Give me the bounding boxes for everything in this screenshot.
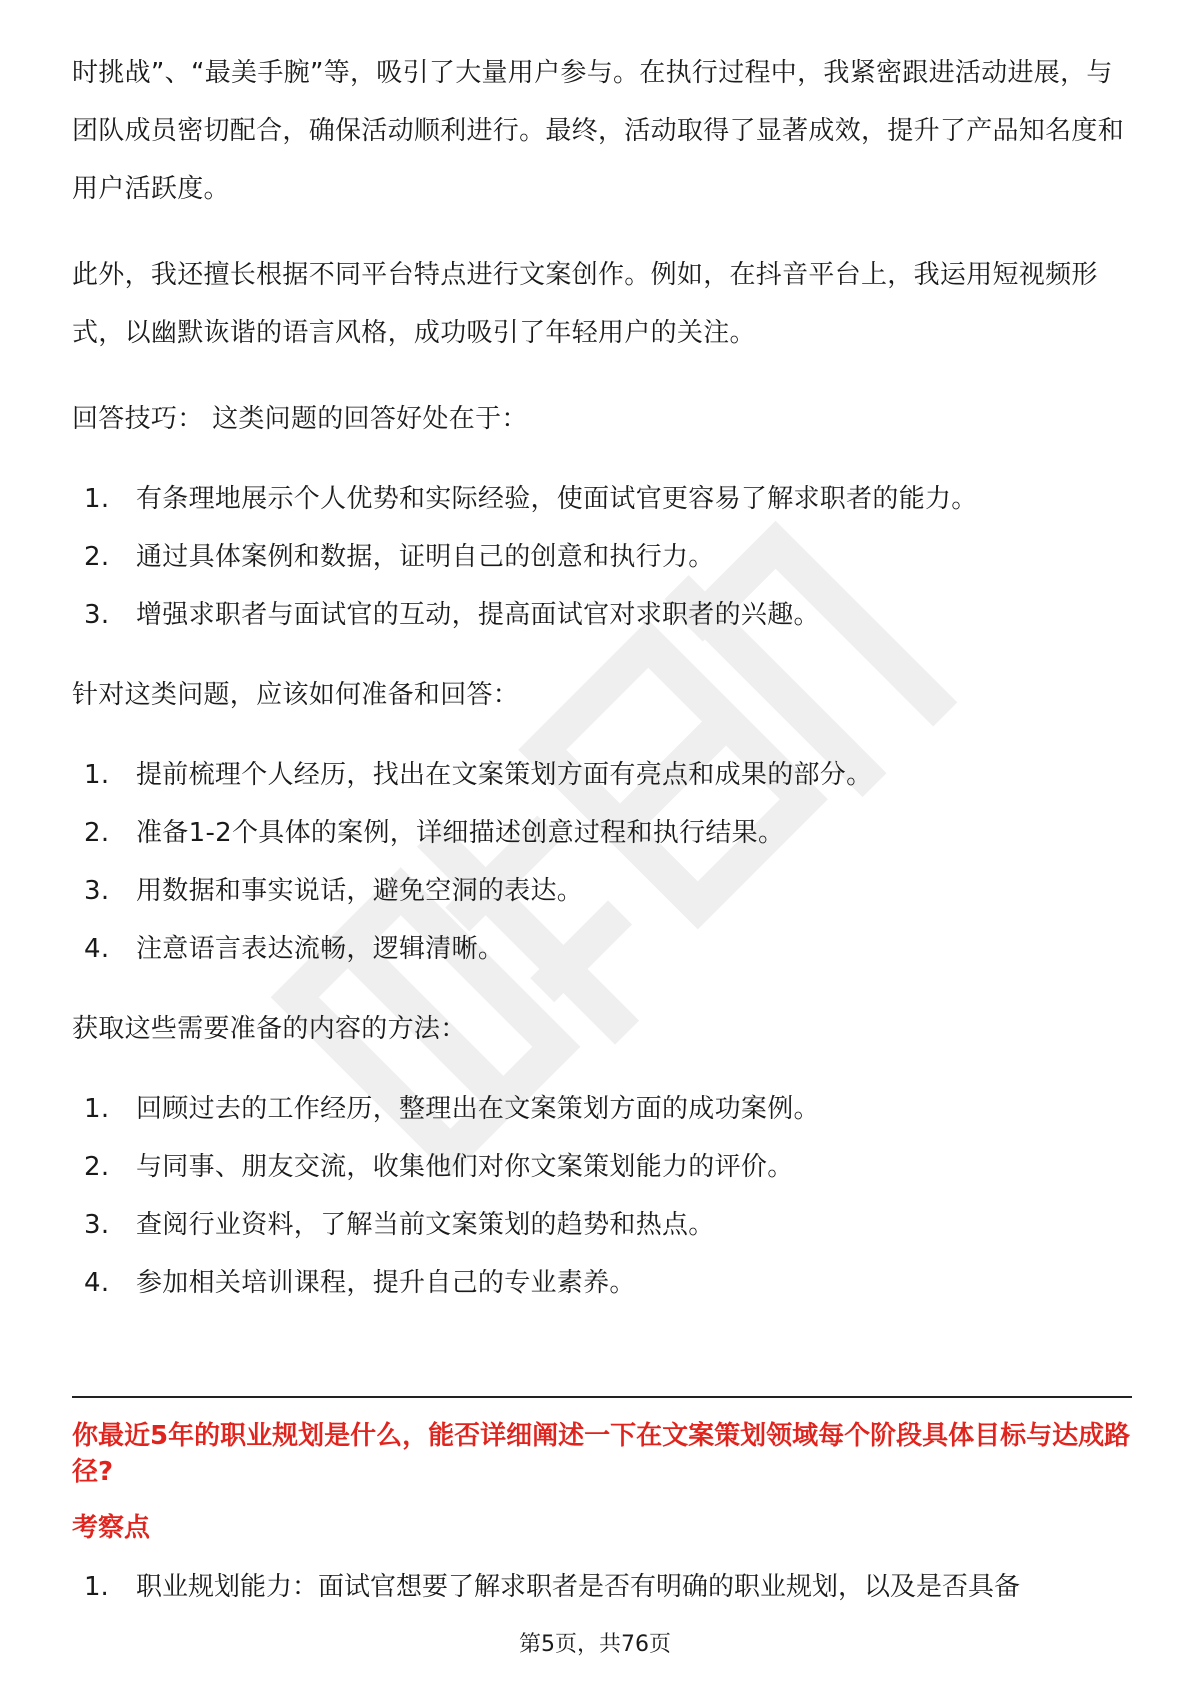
page-number: 第5页，共76页 (519, 1632, 671, 1657)
main-content (72, 44, 1132, 1312)
paragraph-platform-copywriting: 此外，我还擅长根据不同平台特点进行文案创作。例如，在抖音平台上，我运用短视频形式，以幽默诙谐的语言风格，成功吸引了年轻用户的关注。 (72, 260, 1098, 348)
section-divider (72, 1396, 1132, 1398)
list-item: 4. 注意语言表达流畅，逻辑清晰。 (84, 934, 505, 964)
prepare-heading: 针对这类问题，应该如何准备和回答： (72, 680, 520, 710)
list-item: 1. 有条理地展示个人优势和实际经验，使面试官更容易了解求职者的能力。 (84, 484, 978, 514)
question-title: 你最近5年的职业规划是什么，能否详细阐述一下在文案策划领域每个阶段具体目标与达成路径? (72, 1421, 1131, 1487)
prepare-list (72, 746, 1132, 978)
list-item: 2. 通过具体案例和数据，证明自己的创意和执行力。 (84, 542, 715, 572)
list-item: 4. 参加相关培训课程，提升自己的专业素养。 (84, 1268, 636, 1298)
list-item: 3. 用数据和事实说话，避免空洞的表达。 (84, 876, 584, 906)
list-item: 1. 提前梳理个人经历，找出在文案策划方面有亮点和成果的部分。 (84, 760, 873, 790)
list-item: 1. 回顾过去的工作经历，整理出在文案策划方面的成功案例。 (84, 1094, 820, 1124)
paragraph-activity-result: 时挑战”、“最美手腕”等，吸引了大量用户参与。在执行过程中，我紧密跟进活动进展，与团队成员密切配合，确保活动顺利进行。最终，活动取得了显著成效，提升了产品知名度和用户活跃度。 (72, 58, 1125, 204)
answer-tips-heading: 回答技巧： 这类问题的回答好处在于： (72, 404, 528, 434)
answer-tips-list (72, 470, 1132, 644)
assessment-points-heading: 考察点 (72, 1513, 151, 1543)
methods-list (72, 1080, 1132, 1312)
list-item: 3. 增强求职者与面试官的互动，提高面试官对求职者的兴趣。 (84, 600, 820, 630)
list-item: 1. 职业规划能力：面试官想要了解求职者是否有明确的职业规划，以及是否具备 (84, 1572, 1021, 1602)
list-item: 2. 与同事、朋友交流，收集他们对你文案策划能力的评价。 (84, 1152, 794, 1182)
list-item: 2. 准备1-2个具体的案例，详细描述创意过程和执行结果。 (84, 818, 785, 848)
list-item: 3. 查阅行业资料，了解当前文案策划的趋势和热点。 (84, 1210, 715, 1240)
methods-heading: 获取这些需要准备的内容的方法： (72, 1014, 467, 1044)
